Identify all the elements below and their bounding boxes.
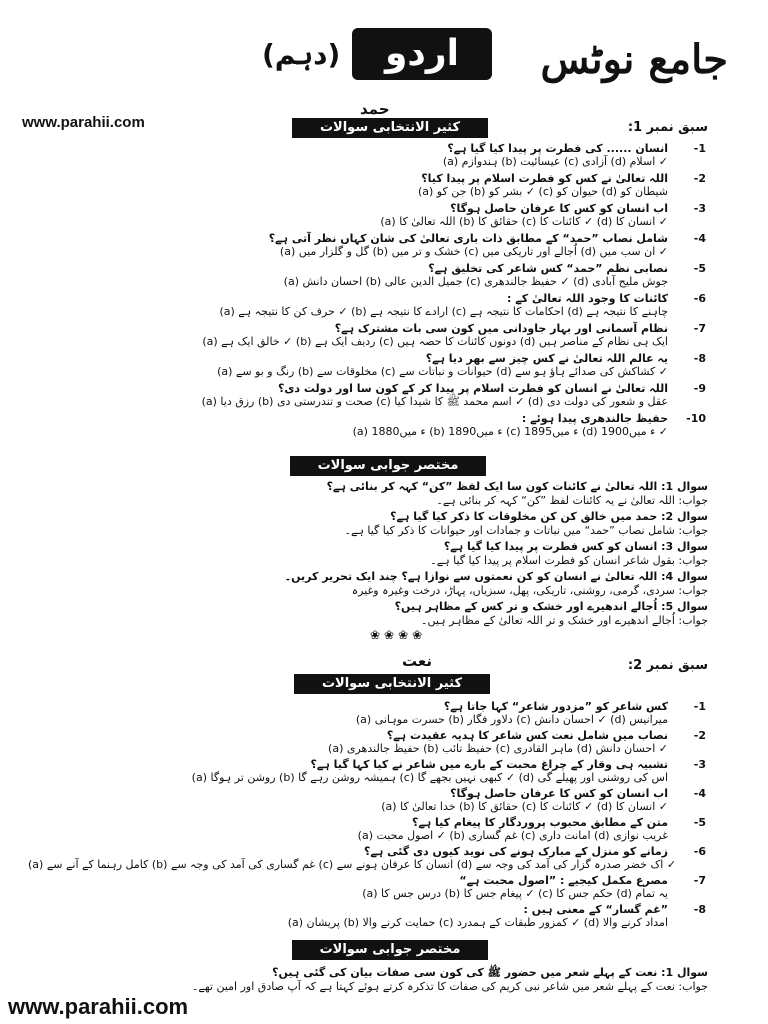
options-row: (a) پریشان (b) حمایت کرنے والا (c) کمزور طبقات کے ہمدرد ✓ (d) امداد کرنے والا [287, 916, 668, 929]
question-number: -1 [693, 700, 706, 713]
options-row: (a) خدا تعالیٰ کا (b) حقائق کا (c) کائنات کا ✓ (d) انسان کا ✓ [381, 800, 668, 813]
question-text: اللہ تعالیٰ نے کس کو فطرت اسلام پر پیدا کیا؟ [421, 172, 668, 185]
options-row: (a) اللہ تعالیٰ کا (b) حقائق کا (c) کائنات کا ✓ (d) انسان کا ✓ [380, 215, 668, 228]
question-text: کس شاعر کو ”مزدور شاعر“ کہا جاتا ہے؟ [443, 700, 668, 713]
short-question: سوال 4: اللہ تعالیٰ نے انسان کو کن نعمتوں سے نوازا ہے؟ چند ایک تحریر کریں۔ [284, 570, 708, 583]
notes-title: جامع نوٹس [540, 36, 728, 83]
options-row: (a) روشن تر ہوگا (b) ہمیشہ روشن رہے گا (c) کبھی نہیں بجھے گا ✓ (d) اس کی روشنی اور پھیلے گی [191, 771, 668, 784]
options-row: (a) 1880ء میں (b) 1890ء میں (c) 1895ء میں (d) 1900ء میں ✓ [352, 425, 668, 438]
options-row: (a) ہندوازم (b) عیسائیت (c) آزادی (d) اسلام ✓ [442, 155, 668, 168]
question-number: -5 [693, 816, 706, 829]
options-row: (a) حسرت موہانی (b) دلاور فگار (c) احسان دانش ✓ (d) میرانیس [355, 713, 668, 726]
question-text: متن کے مطابق محبوب پروردگار کا پیغام کیا ہے؟ [411, 816, 668, 829]
short-question: سوال 5: اُجالے اندھیرے اور خشک و تر کس کے مظاہر ہیں؟ [394, 600, 708, 613]
site-link-bottom[interactable]: www.parahii.com [8, 994, 189, 1019]
options-row: (a) کامل رہنما کے آنے سے (b) غم گساری کی آمد کی وجہ سے (c) انسان کا عرفان ہونے سے (d) اک خضر صدرہ گزار کی آمد کی وجہ سے ✓ [28, 858, 677, 871]
options-row: (a) رزق دیا (b) صحت و تندرستی دی (c) اسم محمد ﷺ کا شیدا کیا ✓ (d) عقل و شعور کی دولت دی [201, 395, 668, 408]
question-number: -4 [693, 232, 706, 245]
question-text: نصابی نظم ”حمد“ کس شاعر کی تخلیق ہے؟ [428, 262, 668, 275]
question-text: اب انسان کو کس کا عرفان حاصل ہوگا؟ [450, 202, 668, 215]
question-number: -8 [693, 352, 706, 365]
question-text: یہ عالم اللہ تعالیٰ نے کس چیز سے بھر دیا ہے؟ [425, 352, 668, 365]
question-text: ”غم گسار“ کے معنی ہیں : [523, 903, 668, 916]
short-answer: جواب: بقول شاعر انسان کو فطرت اسلام پر پیدا کیا گیا ہے۔ [430, 554, 708, 567]
question-number: -8 [693, 903, 706, 916]
lesson1-number: سبق نمبر 1: [627, 120, 708, 135]
question-number: -1 [693, 142, 706, 155]
question-text: اب انسان کو کس کا عرفان حاصل ہوگا؟ [450, 787, 668, 800]
subject-title: اردو [352, 28, 492, 80]
question-number: -10 [686, 412, 706, 425]
question-number: -3 [693, 758, 706, 771]
question-text: مصرع مکمل کیجیے : ”اصول محبت ہے“ [459, 874, 668, 887]
question-text: کائنات کا وجود اللہ تعالیٰ کے : [507, 292, 668, 305]
lesson2-short-heading: مختصر جوابی سوالات [292, 940, 488, 960]
options-row: (a) درس جس کا (b) پیغام جس کا ✓ (c) حکم جس کا (d) یہ تمام [362, 887, 668, 900]
options-row: (a) جن کو (b) بشر کو ✓ (c) حیوان کو (d) شیطان کو [417, 185, 668, 198]
short-question: سوال 2: حمد میں خالق کن کن مخلوقات کا ذکر کیا گیا ہے؟ [390, 510, 708, 523]
options-row: (a) اصول محبت ✓ (b) غم گساری (c) امانت داری (d) غریب نوازی [357, 829, 668, 842]
question-number: -4 [693, 787, 706, 800]
options-row: (a) گل و گلزار میں (b) خشک و تر میں (c) اُجالے اور تاریکی میں (d) ان سب میں ✓ [279, 245, 668, 258]
short-answer: جواب: نعت کے پہلے شعر میں شاعر نبی کریم کی صفات کا تذکرہ کرتے ہوئے کہتا ہے کہ آپ صادق اور امین تھے۔ [191, 980, 708, 993]
lesson2-mcq-heading: کثیر الانتخابی سوالات [294, 674, 490, 694]
options-row: (a) رنگ و بو سے (b) مخلوقات سے (c) حیوانات و نباتات سے (d) کشاکش کی صدائے ہاؤ ہو سے ✓ [217, 365, 668, 378]
short-answer: جواب: سردی، گرمی، روشنی، تاریکی، پھل، سبزیاں، پہاڑ، درخت وغیرہ وغیرہ [351, 584, 708, 597]
class-title: (دہم) [262, 38, 341, 71]
question-text: اللہ تعالیٰ نے انسان کو فطرت اسلام پر پیدا کر کے کون سا اور دولت دی؟ [277, 382, 668, 395]
options-row: (a) حفیظ جالندھری (b) حفیظ تائب (c) ماہر القادری (d) احسان دانش ✓ [328, 742, 668, 755]
lesson1-name: حمد [360, 100, 390, 118]
question-number: -2 [693, 172, 706, 185]
lesson2-number: سبق نمبر 2: [627, 658, 708, 673]
lesson1-mcq-heading: کثیر الانتخابی سوالات [292, 118, 488, 138]
question-number: -7 [693, 322, 706, 335]
short-question: سوال 3: انسان کو کس فطرت پر پیدا کیا گیا ہے؟ [443, 540, 708, 553]
short-answer: جواب: اللہ تعالیٰ نے یہ کائنات لفظ ”کن“ کہہ کر بنائی ہے۔ [436, 494, 708, 507]
short-answer: جواب: شامل نصاب ”حمد“ میں نباتات و جمادات اور حیوانات کا ذکر کیا گیا ہے۔ [344, 524, 708, 537]
short-question: سوال 1: اللہ تعالیٰ نے کائنات کون سا ایک لفظ ”کن“ کہہ کر بنائی ہے؟ [326, 480, 708, 493]
short-question: سوال 1: نعت کے پہلے شعر میں حضور ﷺ کی کون سی صفات بیان کی گئی ہیں؟ [272, 966, 708, 979]
question-number: -7 [693, 874, 706, 887]
question-text: شامل نصاب ”حمد“ کے مطابق ذات باری تعالیٰ کی شان کہاں نظر آتی ہے؟ [268, 232, 668, 245]
site-link-top[interactable]: www.parahii.com [22, 114, 145, 131]
question-number: -3 [693, 202, 706, 215]
lesson2-name: نعت [402, 652, 432, 670]
question-text: نظام آسمانی اور بہار جاودانی میں کون سی بات مشترک ہے؟ [334, 322, 668, 335]
ornament-divider: ❀❀❀❀ [370, 628, 427, 642]
lesson1-short-heading: مختصر جوابی سوالات [290, 456, 486, 476]
short-answer: جواب: اُجالے اندھیرے اور خشک و تر اللہ تعالیٰ کے مظاہر ہیں۔ [421, 614, 708, 627]
question-number: -2 [693, 729, 706, 742]
question-text: نصاب میں شامل نعت کس شاعر کا ہدیہ عقیدت ہے؟ [386, 729, 668, 742]
question-number: -6 [693, 292, 706, 305]
options-row: (a) حرف کن کا نتیجہ ہے ✓ (b) ارادے کا نتیجہ ہے (c) احکامات کا نتیجہ ہے (d) چاہنے کا نتیجہ ہے [219, 305, 668, 318]
options-row: (a) خالق ایک ہے ✓ (b) ردیف ایک ہے (c) دونوں کائنات کا حصہ ہیں (d) ایک ہی نظام کے مناصر ہیں [202, 335, 668, 348]
question-text: انسان ...... کی فطرت پر پیدا کیا گیا ہے؟ [447, 142, 668, 155]
question-number: -6 [693, 845, 706, 858]
question-text: تشبیہ ہی وقار کے چراغ محبت کے بارے میں شاعر نے کیا کہا گیا ہے؟ [310, 758, 668, 771]
options-row: (a) احسان دانش (b) جمیل الدین عالی (c) حفیظ جالندھری ✓ (d) جوش ملیح آبادی [283, 275, 668, 288]
question-text: زمانے کو منزل کے مبارک ہونے کی نوید کیوں دی گئی ہے؟ [364, 845, 668, 858]
question-text: حفیظ جالندھری پیدا ہوئے : [521, 412, 668, 425]
question-number: -5 [693, 262, 706, 275]
question-number: -9 [693, 382, 706, 395]
